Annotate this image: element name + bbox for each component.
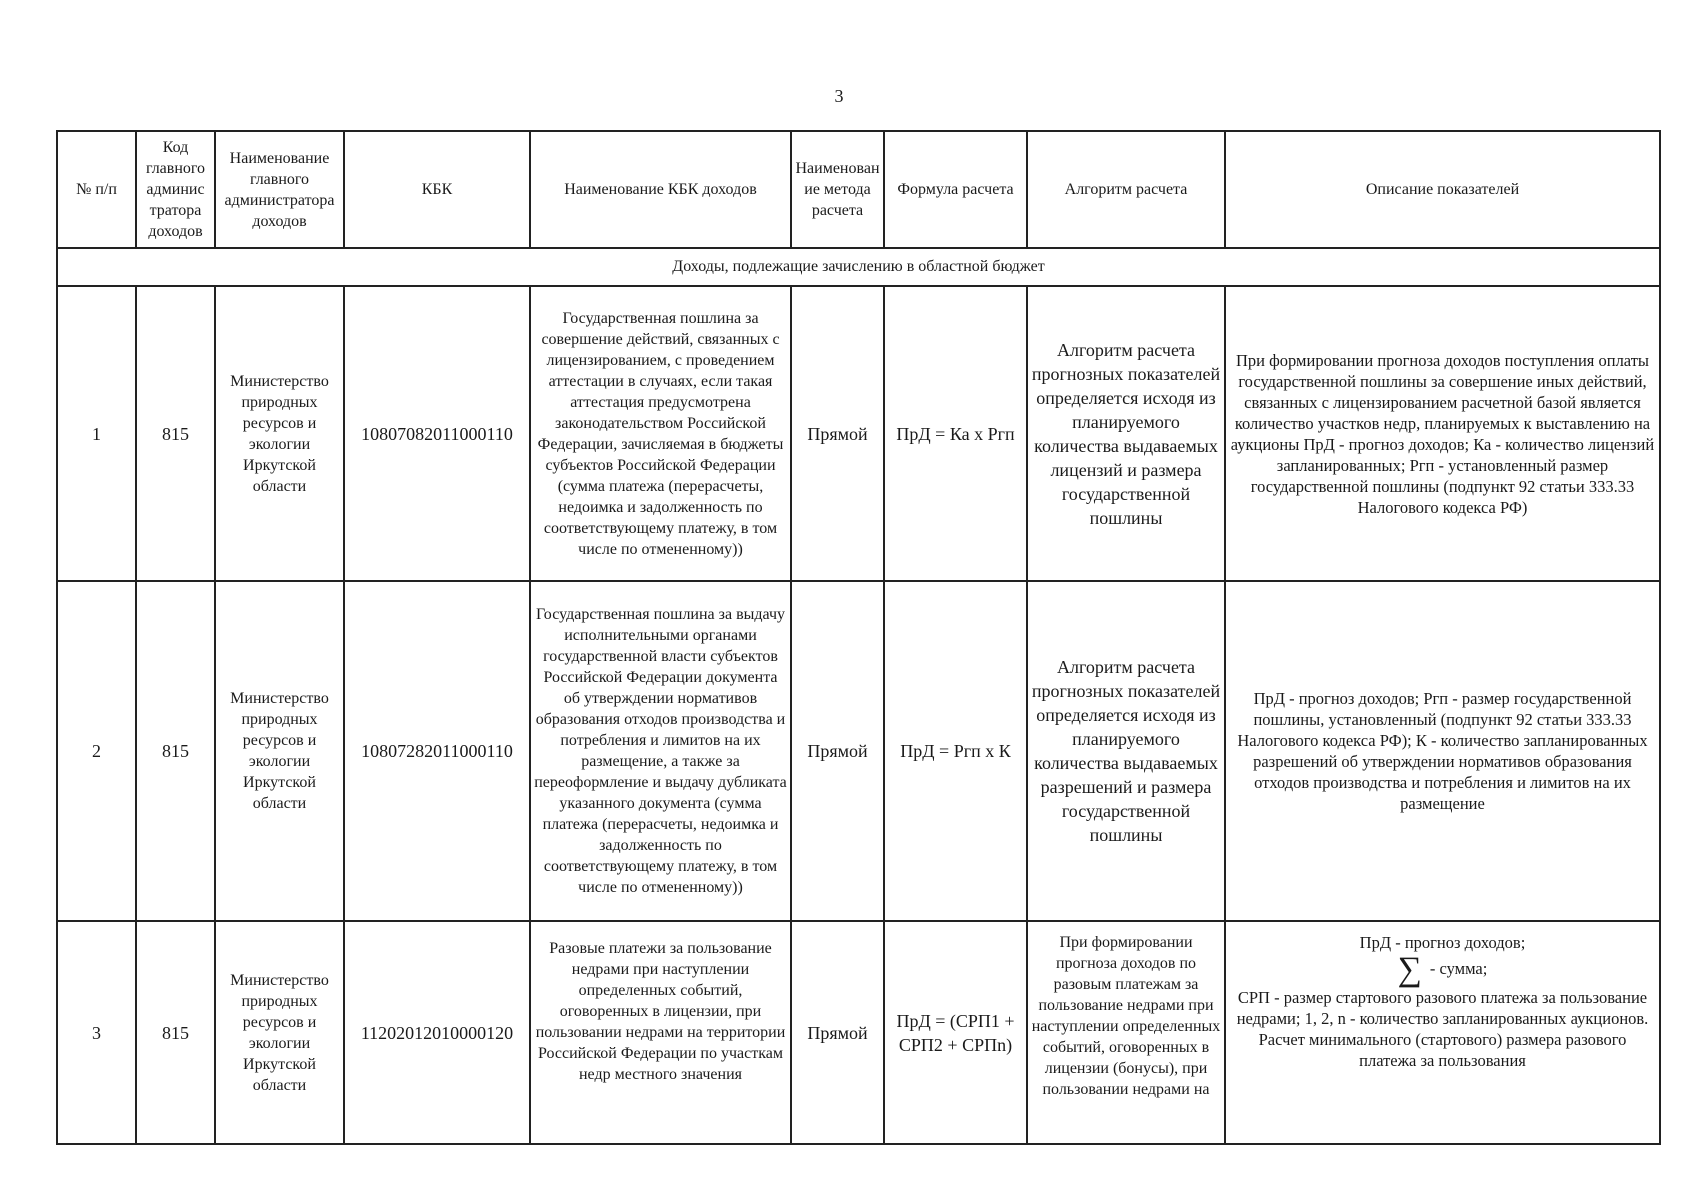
admin-name: Министерство природных ресурсов и экологии Иркутской области bbox=[215, 921, 344, 1144]
header-admin-code: Код главного админис тратора доходов bbox=[136, 131, 215, 248]
calc-formula: ПрД = Ка х Ргп bbox=[884, 286, 1027, 581]
indicator-description: При формировании прогноза доходов поступления оплаты государственной пошлины за совершение иных действий, связанных с лицензированием расчетной базой является количество участков недр, планируемых к выставлению на аукционы ПрД - прогноз доходов; Ка - количество лицензий запланированных; Ргп - установленный размер государственной пошлины (подпункт 92 статьи 333.33 Налогового кодекса РФ) bbox=[1225, 286, 1660, 581]
kbk-code: 10807082011000110 bbox=[344, 286, 530, 581]
kbk-name: Разовые платежи за пользование недрами при наступлении определенных событий, оговоренных в лицензии, при пользовании недрами на территории Российской Федерации по участкам недр местного значения bbox=[530, 921, 791, 1144]
header-num: № п/п bbox=[57, 131, 136, 248]
table-row bbox=[57, 921, 1660, 1144]
calc-algorithm: Алгоритм расчета прогнозных показателей определяется исходя из планируемого количества выдаваемых разрешений и размера государственной пошлины bbox=[1027, 581, 1225, 921]
header-kbk-name: Наименование КБК доходов bbox=[530, 131, 791, 248]
admin-code: 815 bbox=[136, 286, 215, 581]
description-sum-label: - сумма; bbox=[1429, 958, 1488, 978]
admin-name: Министерство природных ресурсов и экологии Иркутской области bbox=[215, 581, 344, 921]
table-row bbox=[57, 581, 1660, 921]
description-forecast-line: ПрД - прогноз доходов; bbox=[1359, 933, 1526, 952]
admin-code: 815 bbox=[136, 921, 215, 1144]
header-formula: Формула расчета bbox=[884, 131, 1027, 248]
calc-formula: ПрД = Ргп х К bbox=[884, 581, 1027, 921]
kbk-code: 10807282011000110 bbox=[344, 581, 530, 921]
calc-formula: ПрД = (СРП1 + СРП2 + СРПn) bbox=[884, 921, 1027, 1144]
row-num: 1 bbox=[57, 286, 136, 581]
admin-code: 815 bbox=[136, 581, 215, 921]
row-num: 2 bbox=[57, 581, 136, 921]
header-algorithm: Алгоритм расчета bbox=[1027, 131, 1225, 248]
calc-method: Прямой bbox=[791, 286, 884, 581]
indicator-description bbox=[1225, 921, 1660, 1144]
section-title: Доходы, подлежащие зачислению в областной бюджет bbox=[57, 248, 1660, 286]
calc-algorithm-text: При формировании прогноза доходов по разовым платежам за пользование недрами при наступлении определенных событий, оговоренных в лицензии (бонусы), при пользовании недрами на bbox=[1031, 934, 1221, 1098]
kbk-code: 11202012010000120 bbox=[344, 921, 530, 1144]
header-description: Описание показателей bbox=[1225, 131, 1660, 248]
calc-method: Прямой bbox=[791, 581, 884, 921]
header-admin-name: Наименование главного администратора доходов bbox=[215, 131, 344, 248]
sum-sign-icon: ∑ bbox=[1397, 951, 1422, 988]
header-method: Наименован ие метода расчета bbox=[791, 131, 884, 248]
header-row bbox=[57, 131, 1660, 248]
calc-algorithm bbox=[1027, 921, 1225, 1144]
admin-name: Министерство природных ресурсов и экологии Иркутской области bbox=[215, 286, 344, 581]
page-number: 3 bbox=[834, 86, 844, 106]
kbk-name: Государственная пошлина за выдачу исполнительными органами государственной власти субъектов Российской Федерации документа об утверждении нормативов образования отходов производства и потребления и лимитов на их размещение, а также за переоформление и выдачу дубликата указанного документа (сумма платежа (перерасчеты, недоимка и задолженность по соответствующему платежу, в том числе по отмененному)) bbox=[530, 581, 791, 921]
calc-algorithm: Алгоритм расчета прогнозных показателей определяется исходя из планируемого количества выдаваемых лицензий и размера государственной пошлины bbox=[1027, 286, 1225, 581]
revenue-table bbox=[56, 130, 1661, 1145]
header-kbk: КБК bbox=[344, 131, 530, 248]
row-num: 3 bbox=[57, 921, 136, 1144]
section-row bbox=[57, 248, 1660, 286]
indicator-description: ПрД - прогноз доходов; Ргп - размер государственной пошлины, установленный (подпункт 92 статьи 333.33 Налогового кодекса РФ); К - количество запланированных разрешений об утверждении нормативов образования отходов производства и потребления и лимитов на их размещение bbox=[1225, 581, 1660, 921]
description-rest: СРП - размер стартового разового платежа за пользование недрами; 1, 2, n - количество запланированных аукционов. Расчет минимального (стартового) размера разового платежа за пользования bbox=[1236, 988, 1649, 1070]
table-row bbox=[57, 286, 1660, 581]
kbk-name: Государственная пошлина за совершение действий, связанных с лицензированием, с проведением аттестации в случаях, если такая аттестация предусмотрена законодательством Российской Федерации, зачисляемая в бюджеты субъектов Российской Федерации (сумма платежа (перерасчеты, недоимка и задолженность по соответствующему платежу, в том числе по отмененному)) bbox=[530, 286, 791, 581]
calc-method: Прямой bbox=[791, 921, 884, 1144]
